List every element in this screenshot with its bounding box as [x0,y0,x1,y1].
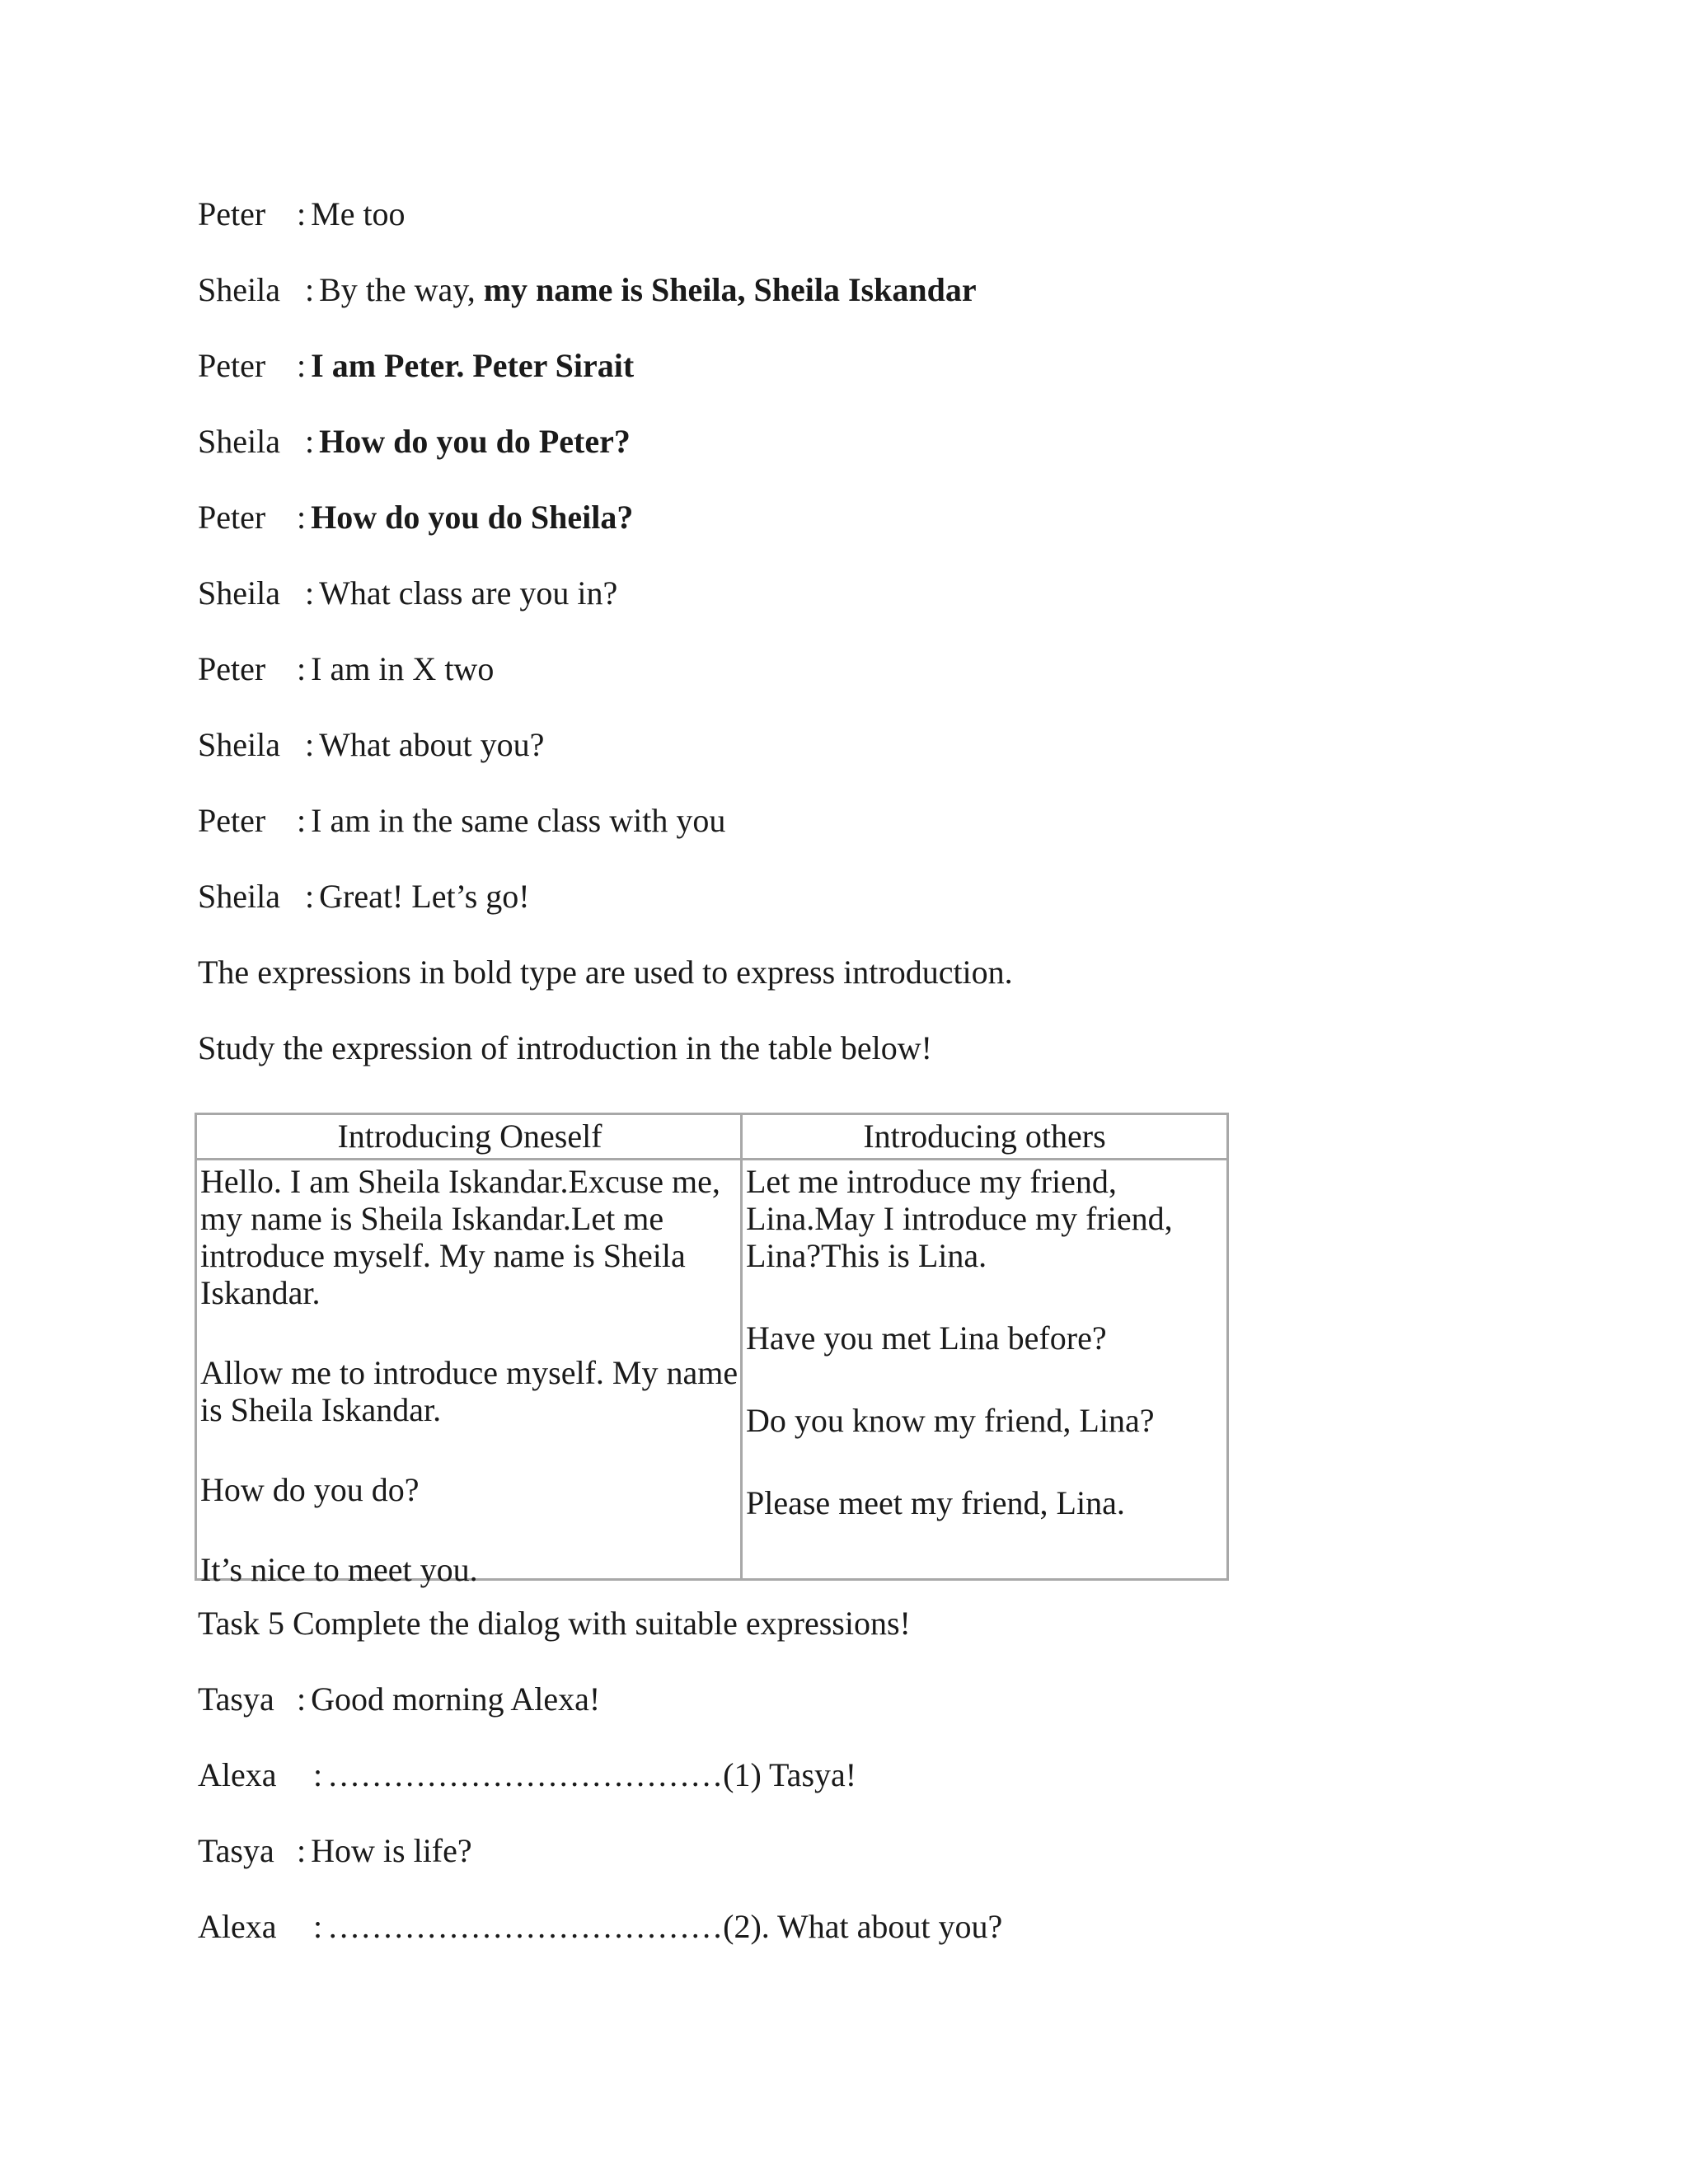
dialog-bold-text: I am Peter. Peter Sirait [311,347,635,384]
dialog-line [198,801,725,841]
speaker-name: Alexa [198,1908,277,1945]
dialog-text: By the way, [319,271,484,308]
dialog-text: ………………………………(1) Tasya! [327,1756,857,1793]
table-header-introducing-others: Introducing others [863,1118,1106,1155]
dialog-text: I am in the same class with you [311,802,726,839]
colon: : [297,1832,307,1869]
colon: : [305,423,315,460]
colon: : [297,802,307,839]
spacer [200,1428,738,1471]
dialog-bold-text: my name is Sheila, Sheila Iskandar [483,271,977,308]
dialog-line [198,1755,856,1795]
dialog-line [198,346,634,386]
task5-heading: Task 5 Complete the dialog with suitable expressions! [198,1605,911,1642]
colon: : [297,195,307,232]
table-cell-oneself [200,1163,738,1588]
dialog-text: Me too [311,195,406,232]
dialog-line [198,574,617,613]
colon: : [297,347,307,384]
speaker-name: Peter [198,499,266,536]
dialog-line [198,1831,472,1871]
dialog-bold-text: How do you do Peter? [319,423,631,460]
table-text-line: Allow me to introduce myself. My name [200,1354,738,1391]
spacer [746,1357,1173,1402]
speaker-name: Sheila [198,726,280,763]
speaker-name: Sheila [198,878,280,915]
dialog-text: What class are you in? [319,574,618,612]
colon: : [297,1680,307,1718]
speaker-name: Alexa [198,1756,277,1793]
table-text-line: Iskandar. [200,1274,321,1311]
speaker-name: Peter [198,802,266,839]
speaker-name: Peter [198,650,266,687]
dialog-line [198,725,544,765]
dialog-line [198,194,406,234]
table-text-line: Lina.May I introduce my friend, [746,1200,1173,1237]
dialog-text: What about you? [319,726,545,763]
table-text-line: Have you met Lina before? [746,1319,1107,1357]
dialog-line [198,1907,1002,1947]
dialog-bold-text: How do you do Sheila? [311,499,634,536]
table-text-line: introduce myself. My name is Sheila [200,1237,686,1274]
dialog-text: I am in X two [311,650,495,687]
colon: : [305,878,315,915]
speaker-name: Tasya [198,1832,274,1869]
dialog-line [198,270,977,310]
table-header-divider [197,1158,1226,1160]
speaker-name: Tasya [198,1680,274,1718]
speaker-name: Sheila [198,574,280,612]
table-text-line: Lina?This is Lina. [746,1237,987,1274]
table-text-line: How do you do? [200,1471,420,1508]
colon: : [313,1756,323,1793]
table-text-line: Please meet my friend, Lina. [746,1484,1125,1521]
speaker-name: Sheila [198,271,280,308]
colon: : [305,726,315,763]
table-text-line: It’s nice to meet you. [200,1551,478,1588]
dialog-line [198,649,494,689]
table-text-line: is Sheila Iskandar. [200,1391,442,1428]
dialog-text: Great! Let’s go! [319,878,530,915]
dialog-line [198,877,530,916]
dialog-text: How is life? [311,1832,472,1869]
spacer [200,1311,738,1354]
table-column-divider [740,1115,743,1578]
colon: : [297,650,307,687]
table-header-introducing-oneself: Introducing Oneself [337,1118,603,1155]
table-text-line: Let me introduce my friend, [746,1163,1117,1200]
introduction-table [195,1113,1229,1588]
dialog-line [198,422,631,462]
table-text-line: Hello. I am Sheila Iskandar.Excuse me, [200,1163,720,1200]
speaker-name: Peter [198,347,266,384]
colon: : [305,574,315,612]
spacer [200,1508,738,1551]
speaker-name: Sheila [198,423,280,460]
bold-note-paragraph: The expressions in bold type are used to express introduction. [198,954,1013,991]
table-text-line: Do you know my friend, Lina? [746,1402,1155,1439]
dialog-line [198,498,633,537]
study-paragraph: Study the expression of introduction in the table below! [198,1029,932,1066]
table-cell-others [746,1163,1173,1521]
colon: : [305,271,315,308]
dialog-text: Good morning Alexa! [311,1680,601,1718]
dialog-text: ………………………………(2). What about you? [327,1908,1003,1945]
spacer [746,1274,1173,1319]
table-text-line: my name is Sheila Iskandar.Let me [200,1200,664,1237]
speaker-name: Peter [198,195,266,232]
colon: : [313,1908,323,1945]
colon: : [297,499,307,536]
spacer [746,1439,1173,1484]
dialog-line [198,1680,600,1719]
